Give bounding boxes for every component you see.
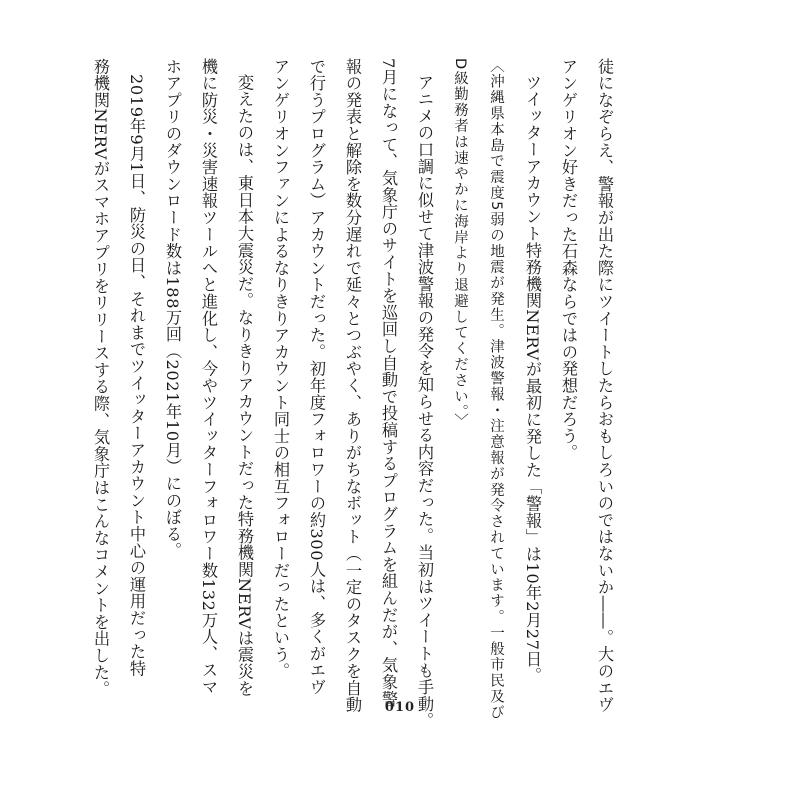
text-line: 機に防災・災害速報ツールへと進化し、今やツイッターフォロワー数132万人、スマ (199, 58, 218, 696)
text-line: ツイッターアカウント特務機関NERVが最初に発した「警報」は10年2月27日。 (523, 74, 542, 685)
text-line: 変えたのは、東日本大震災だ。なりきりアカウントだった特務機関NERVは震災を (235, 74, 254, 698)
text-line: 7月になって、気象庁のサイトを巡回し自動で投稿するプログラムを組んだが、気象警 (379, 58, 398, 708)
text-line: アニメの口調に似せて津波警報の発令を知らせる内容だった。当初はツイートも手動。 (415, 74, 434, 730)
text-line: 2019年9月1日、防災の日、それまでツイッターアカウント中心の運用だった特 (127, 74, 146, 678)
text-line: アンゲリオンファンによるなりきりアカウント同士の相互フォローだったという。 (271, 58, 290, 680)
text-line: で行うプログラム）アカウントだった。初年度フォロワーの約300人は、多くがエヴ (307, 58, 326, 696)
text-line: アンゲリオン好きだった石森ならではの発想だろう。 (559, 58, 578, 462)
text-line: 務機関NERVがスマホアプリをリリースする際、気象庁はこんなコメントを出した。 (91, 58, 110, 698)
page-number: 010 (384, 700, 416, 715)
quoted-alert-line: 〈沖縄県本島で震度5弱の地震が発生。津波警報・注意報が発令されています。一般市民及び (488, 58, 504, 721)
quoted-alert-line: D級勤務者は速やかに海岸より退避してください。〉 (452, 58, 468, 430)
text-line: ホアプリのダウンロード数は188万回（2021年10月）にのぼる。 (163, 58, 182, 560)
text-line: 報の発表と解除を数分遅れで延々とつぶやく、ありがちなボット（一定のタスクを自動 (343, 58, 362, 714)
text-line: 徒になぞらえ、警報が出た際にツイートしたらおもしろいのではないか――。大のエヴ (595, 58, 614, 714)
